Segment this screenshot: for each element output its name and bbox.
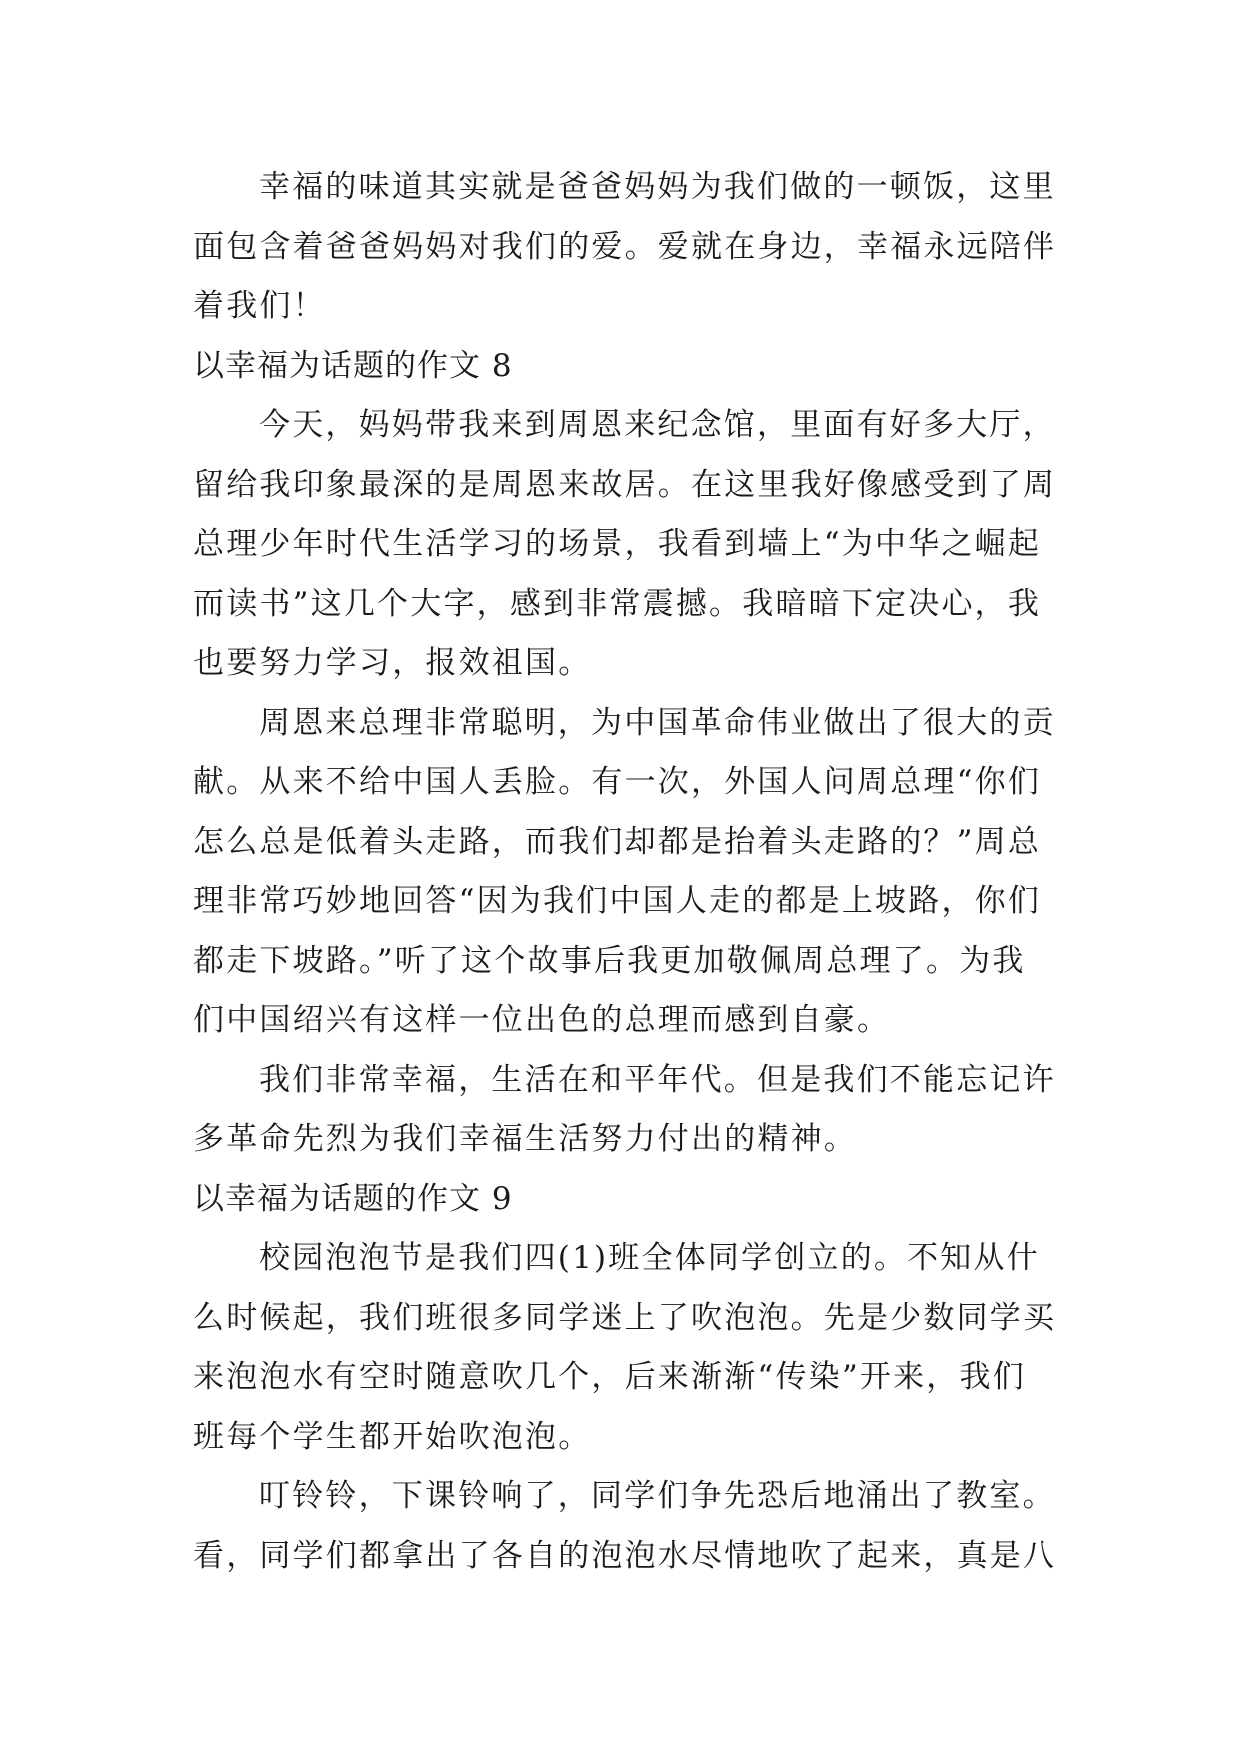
text-line: 理非常巧妙地回答“因为我们中国人走的都是上坡路，你们 xyxy=(193,883,1042,919)
text-line: 校园泡泡节是我们四(1)班全体同学创立的。不知从什 xyxy=(259,1240,1040,1276)
document-body xyxy=(193,158,1057,1586)
text-line: 周恩来总理非常聪明，为中国革命伟业做出了很大的贡 xyxy=(259,704,1056,741)
section-heading-9: 以幸福为话题的作文 9 xyxy=(193,1180,513,1217)
text-line: 都走下坡路。”听了这个故事后我更加敬佩周总理了。为我 xyxy=(193,942,1026,979)
text-line: 么时候起，我们班很多同学迷上了吹泡泡。先是少数同学买 xyxy=(193,1299,1057,1336)
text-line: 多革命先烈为我们幸福生活努力付出的精神。 xyxy=(193,1121,857,1157)
text-line: 留给我印象最深的是周恩来故居。在这里我好像感受到了周 xyxy=(193,466,1057,503)
text-line: 叮铃铃，下课铃响了，同学们争先恐后地涌出了教室。 xyxy=(259,1478,1056,1514)
text-line: 面包含着爸爸妈妈对我们的爱。爱就在身边，幸福永远陪伴 xyxy=(193,228,1057,265)
text-line: 怎么总是低着头走路，而我们却都是抬着头走路的？”周总 xyxy=(193,823,1042,860)
text-line: 我们非常幸福，生活在和平年代。但是我们不能忘记许 xyxy=(259,1061,1056,1098)
text-line: 献。从来不给中国人丢脸。有一次，外国人问周总理“你们 xyxy=(193,764,1042,800)
text-line: 们中国绍兴有这样一位出色的总理而感到自豪。 xyxy=(193,1002,891,1038)
text-line: 着我们！ xyxy=(193,288,326,324)
text-line: 班每个学生都开始吹泡泡。 xyxy=(193,1418,592,1455)
text-line: 而读书”这几个大字，感到非常震撼。我暗暗下定决心，我 xyxy=(193,585,1042,622)
text-line: 也要努力学习，报效祖国。 xyxy=(193,645,592,681)
text-line: 来泡泡水有空时随意吹几个，后来渐渐“传染”开来，我们 xyxy=(193,1359,1026,1395)
section-heading-8: 以幸福为话题的作文 8 xyxy=(193,347,513,384)
text-line: 今天，妈妈带我来到周恩来纪念馆，里面有好多大厅， xyxy=(259,407,1056,443)
text-line: 总理少年时代生活学习的场景，我看到墙上“为中华之崛起 xyxy=(193,526,1042,562)
text-line: 看，同学们都拿出了各自的泡泡水尽情地吹了起来，真是八 xyxy=(193,1537,1057,1574)
text-line: 幸福的味道其实就是爸爸妈妈为我们做的一顿饭，这里 xyxy=(259,169,1056,205)
